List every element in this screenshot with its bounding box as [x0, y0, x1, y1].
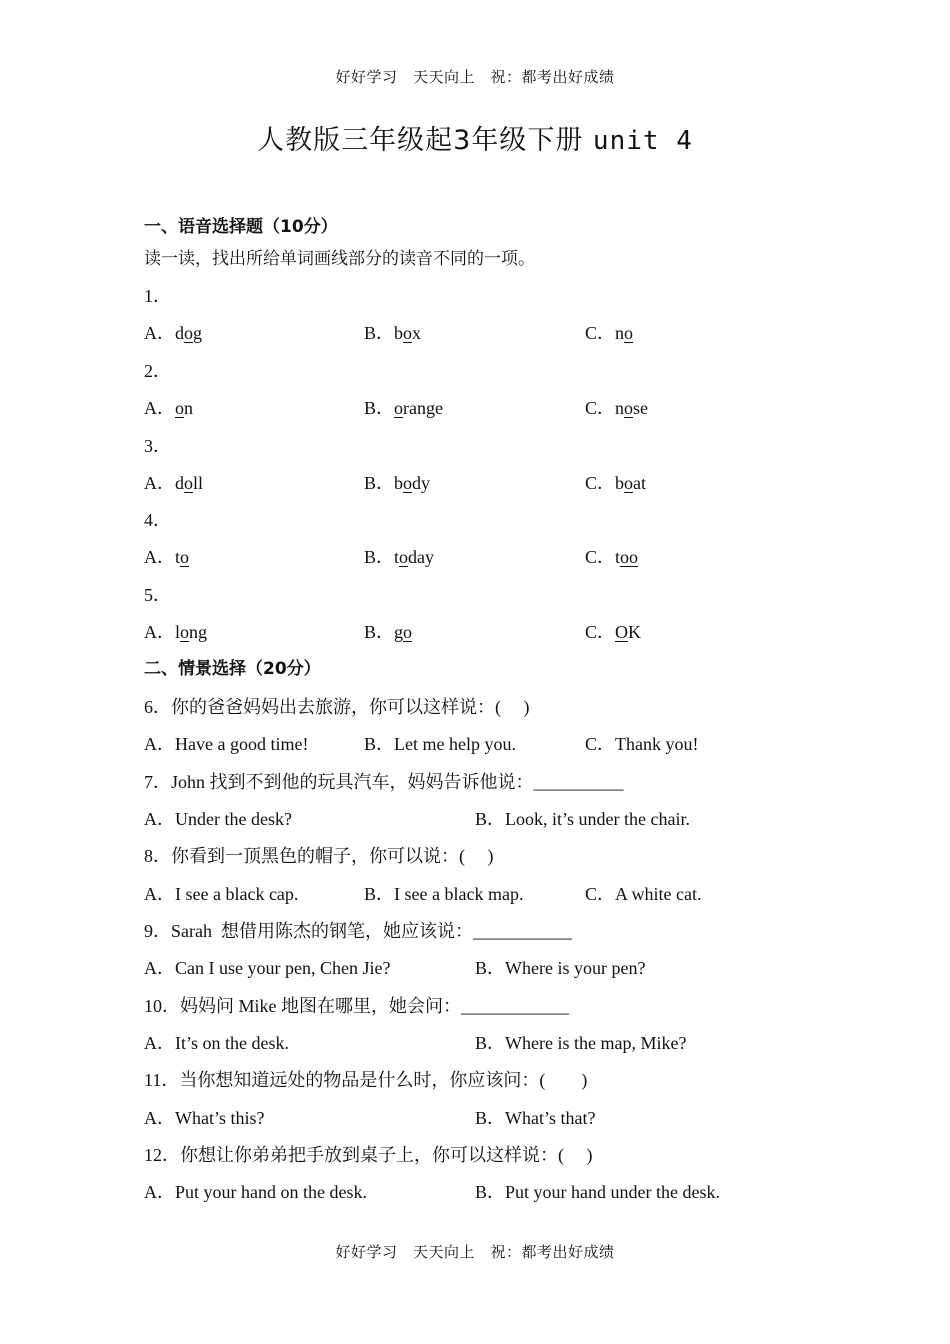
option-label: C．: [585, 397, 616, 418]
underlined-letters: o: [184, 323, 193, 343]
q9-option-b: B．Where is your pen?: [475, 958, 646, 978]
word-part: K: [628, 622, 642, 643]
word-part: g: [394, 622, 404, 643]
q1-option-c: [585, 322, 633, 344]
q2-option-b: [364, 397, 443, 419]
q8-stem: 8．你看到一顶黑色的帽子，你可以说：( ): [144, 846, 494, 866]
underlined-letters: o: [184, 472, 193, 493]
word-part: t: [175, 547, 181, 568]
word-part: b: [394, 323, 404, 343]
option-label: C．: [585, 622, 616, 643]
q11-option-a: A．What’s this?: [144, 1108, 265, 1128]
q9-option-a: A．Can I use your pen, Chen Jie?: [144, 958, 391, 978]
question-number: 5．: [144, 585, 171, 606]
q4-option-c: [585, 546, 638, 568]
option-label: C．: [585, 323, 616, 343]
option-label: A．: [144, 547, 175, 568]
word-part: t: [615, 547, 621, 568]
q11-option-b: B．What’s that?: [475, 1108, 596, 1128]
word-part: se: [633, 397, 649, 418]
underlined-letters: o: [624, 397, 634, 418]
word-part: n: [615, 323, 625, 343]
underlined-letters: o: [180, 547, 190, 568]
question-number: 3．: [144, 435, 171, 456]
section1-heading: 一、语音选择题（10分）: [144, 217, 338, 237]
word-part: at: [633, 472, 647, 493]
q10-stem: 10．妈妈问 Mike 地图在哪里，她会问：____________: [144, 996, 569, 1016]
option-label: C．: [585, 547, 616, 568]
q5-option-a: [144, 621, 207, 643]
word-part: dy: [412, 472, 431, 493]
section1-instruction: 读一读，找出所给单词画线部分的读音不同的一项。: [144, 249, 535, 269]
option-label: C．: [585, 472, 616, 493]
q8-option-c: C．A white cat.: [585, 884, 702, 904]
option-label: A．: [144, 397, 175, 418]
q1-option-b: [364, 322, 421, 344]
question-number: 4．: [144, 510, 171, 531]
q2-option-a: [144, 397, 193, 419]
q10-option-b: B．Where is the map, Mike?: [475, 1033, 687, 1053]
word-part: b: [615, 472, 625, 493]
underlined-letters: o: [403, 472, 413, 493]
underlined-letters: O: [615, 622, 629, 643]
q5-option-b: [364, 621, 412, 643]
title-cn: 人教版三年级起3年级下册: [257, 125, 584, 156]
underlined-letters: o: [399, 547, 409, 568]
option-label: B．: [364, 622, 395, 643]
word-part: x: [412, 323, 422, 343]
option-label: A．: [144, 472, 175, 493]
question-number: 1．: [144, 286, 171, 306]
word-part: t: [394, 547, 400, 568]
q3-option-b: [364, 472, 430, 494]
q6-option-c: C．Thank you!: [585, 734, 699, 754]
option-label: B．: [364, 472, 395, 493]
q10-option-a: A．It’s on the desk.: [144, 1033, 289, 1053]
page-title: [0, 118, 950, 157]
word-part: day: [408, 547, 435, 568]
word-part: l: [175, 622, 181, 643]
option-label: A．: [144, 323, 175, 343]
q4-option-a: [144, 546, 189, 568]
q4-option-b: [364, 546, 434, 568]
word-part: n: [615, 397, 625, 418]
q9-stem: 9．Sarah 想借用陈杰的钢笔，她应该说：___________: [144, 921, 572, 941]
word-part: ll: [193, 472, 204, 493]
underlined-letters: oo: [620, 547, 639, 568]
page-footer: 好好学习 天天向上 祝：都考出好成绩: [335, 1243, 615, 1261]
q7-stem: 7．John 找到不到他的玩具汽车，妈妈告诉他说：__________: [144, 772, 624, 792]
q7-option-a: A．Under the desk?: [144, 809, 292, 829]
q8-option-a: A．I see a black cap.: [144, 884, 299, 904]
question-number: 2．: [144, 360, 171, 381]
q3-option-c: [585, 472, 646, 494]
word-part: d: [175, 472, 184, 493]
option-label: B．: [364, 547, 395, 568]
page-header: 好好学习 天天向上 祝：都考出好成绩: [335, 68, 615, 86]
title-en: unit 4: [592, 126, 693, 156]
word-part: g: [193, 323, 202, 343]
word-part: ng: [189, 622, 208, 643]
q7-option-b: B．Look, it’s under the chair.: [475, 809, 690, 829]
q3-option-a: [144, 472, 203, 494]
option-label: B．: [364, 397, 395, 418]
word-part: b: [394, 472, 404, 493]
q11-stem: 11．当你想知道远处的物品是什么时，你应该问：( ): [144, 1070, 588, 1090]
q12-option-a: A．Put your hand on the desk.: [144, 1182, 367, 1202]
q1-option-a: [144, 322, 202, 344]
q12-stem: 12．你想让你弟弟把手放到桌子上，你可以这样说：( ): [144, 1145, 593, 1165]
q8-option-b: B．I see a black map.: [364, 884, 524, 904]
q5-option-c: [585, 621, 641, 643]
underlined-letters: o: [180, 622, 190, 643]
underlined-letters: o: [394, 397, 404, 418]
underlined-letters: o: [624, 323, 634, 343]
option-label: A．: [144, 622, 175, 643]
q6-stem: 6．你的爸爸妈妈出去旅游，你可以这样说：( ): [144, 697, 530, 717]
underlined-letters: o: [403, 622, 413, 643]
underlined-letters: o: [624, 472, 634, 493]
word-part: d: [175, 323, 184, 343]
q6-option-b: B．Let me help you.: [364, 734, 516, 754]
underlined-letters: o: [175, 397, 184, 418]
option-label: B．: [364, 323, 395, 343]
word-part: n: [184, 397, 193, 418]
q6-option-a: A．Have a good time!: [144, 734, 309, 754]
section2-heading: 二、情景选择（20分）: [144, 659, 321, 679]
q12-option-b: B．Put your hand under the desk.: [475, 1182, 720, 1202]
q2-option-c: [585, 397, 648, 419]
word-part: range: [403, 397, 443, 418]
underlined-letters: o: [403, 323, 413, 343]
